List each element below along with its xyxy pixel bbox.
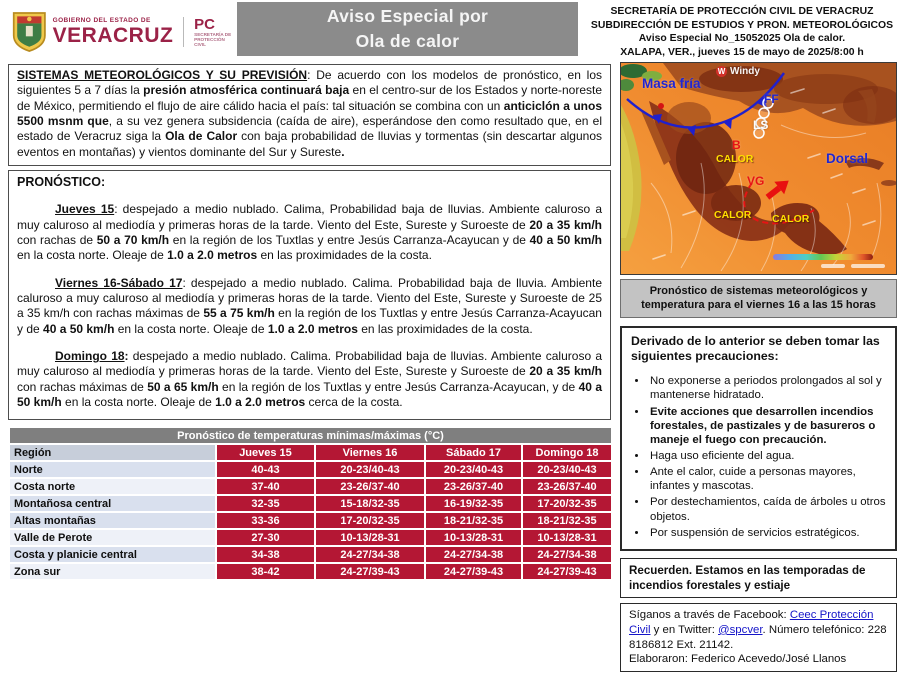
value-cell: 32-35 [216, 495, 315, 512]
text-segment: en la región de los Tuxtlas y entre Jesús Carranza-Acayucan y de [169, 232, 530, 247]
table-header-row [9, 444, 612, 461]
forecast-section [8, 170, 611, 420]
label-ff: FF [764, 92, 779, 106]
precaution-item: • Ante el calor, cuide a personas mayores, infantes y mascotas. [648, 465, 886, 493]
precaution-item: • Por suspensión de servicios estratégicos. [648, 526, 886, 540]
social-link[interactable]: Ceec Protección Civil [629, 608, 874, 636]
value-cell: 23-26/37-40 [522, 478, 612, 495]
windy-logo-text: Windy [730, 66, 760, 77]
precaution-item: • No exponerse a periodos prolongados al sol y mantenerse hidratado. [648, 374, 886, 402]
text-segment: , a su vez genera subsidencia (caída de aire), esperándose den como resultado que, en el estado de Veracruz siga la [17, 114, 602, 144]
text-segment: en la costa norte. Oleaje de [61, 395, 216, 410]
logo-divider [183, 17, 184, 47]
region-cell: Zona sur [9, 563, 216, 580]
value-cell: 18-21/32-35 [425, 512, 522, 529]
text-segment: 20 a 35 km/h [529, 364, 602, 379]
precaution-item: • Por destechamientos, caída de árboles u otros objetos. [648, 495, 886, 523]
value-cell: 24-27/34-38 [315, 546, 425, 563]
label-calor-2: CALOR [714, 209, 752, 221]
text-segment: con rachas máximas de [17, 379, 148, 394]
value-cell: 16-19/32-35 [425, 495, 522, 512]
text-segment: presión atmosférica continuará baja [143, 83, 350, 98]
region-cell: Costa y planicie central [9, 546, 216, 563]
text-segment: 1.0 a 2.0 metros [267, 321, 358, 336]
table-row [9, 563, 612, 580]
text-segment: SISTEMAS METEOROLÓGICOS Y SU PREVISIÓN [17, 68, 308, 82]
value-cell: 10-13/28-31 [425, 529, 522, 546]
header-line: SECRETARÍA DE PROTECCIÓN CIVIL DE VERACRUZ [610, 6, 874, 17]
value-cell: 24-27/34-38 [425, 546, 522, 563]
value-cell: 15-18/32-35 [315, 495, 425, 512]
text-segment: 1.0 a 2.0 metros [215, 395, 306, 410]
text-segment: en la región de los Tuxtlas y entre Jesús Carranza-Acayucan y de [17, 306, 602, 336]
systems-section [8, 64, 611, 166]
text-segment: 50 a 65 km/h [147, 379, 219, 394]
value-cell: 20-23/40-43 [425, 461, 522, 478]
value-cell: 33-36 [216, 512, 315, 529]
veracruz-coat-of-arms-icon [12, 8, 47, 56]
region-cell: Costa norte [9, 478, 216, 495]
precautions-list [631, 374, 886, 540]
map-caption: Pronóstico de sistemas meteorológicos y temperatura para el viernes 16 a las 15 horas [620, 279, 897, 318]
social-link[interactable]: @spcver [718, 623, 763, 636]
text-segment: con baja probabilidad de lluvias y tormentas (sin descartar algunos eventos en montañas) y vientos dominante del Sur y Sureste [17, 129, 602, 159]
text-segment: despejado a medio nublado. Calima. Probabilidad baja de lluvias. Ambiente caluroso a muy caluroso al mediodía y primeras horas de la tarde. Viento del Este, Sureste y Suroeste de [17, 349, 602, 379]
text-segment: . [341, 144, 345, 159]
text-segment: Viernes 16-Sábado 17 [55, 275, 183, 290]
table-title-row [9, 427, 612, 444]
column-header-day: Jueves 15 [216, 444, 315, 461]
column-header-day: Viernes 16 [315, 444, 425, 461]
text-segment: en la costa norte. Oleaje de [114, 321, 268, 336]
forecast-sunday [17, 349, 602, 410]
text-segment: Jueves 15 [55, 202, 115, 217]
text-segment: Ola de Calor [165, 129, 238, 144]
value-cell: 37-40 [216, 478, 315, 495]
label-ls: LS [753, 118, 769, 132]
forecast-thursday [17, 202, 602, 263]
label-baja-pressure: B [732, 138, 741, 152]
text-segment: en el centro-sur de los Estados y norte-noreste de México, permitiendo el flujo de aire cálido hacia el país: tal situación se combina con un [17, 83, 603, 113]
value-cell: 38-42 [216, 563, 315, 580]
precaution-item: • Evite acciones que desarrollen incendios forestales, de pastizales y de basureros o maneje el fuego con precaución. [648, 405, 886, 447]
text-segment: : [124, 349, 129, 364]
value-cell: 23-26/37-40 [315, 478, 425, 495]
contact-text [629, 609, 887, 651]
label-masa-fria: Masa fría [642, 76, 701, 91]
label-calor-1: CALOR [716, 153, 754, 165]
value-cell: 34-38 [216, 546, 315, 563]
text-segment: : despejado a medio nublado. Calima, Probabilidad baja de lluvias. Ambiente caluroso a muy caluroso al mediodía y primeras horas de la tarde. Viento del Este, Sureste y Suroeste de [17, 202, 603, 232]
value-cell: 24-27/39-43 [425, 563, 522, 580]
banner-line-2: Ola de calor [355, 31, 460, 51]
label-dorsal: Dorsal [826, 151, 869, 166]
value-cell: 20-23/40-43 [522, 461, 612, 478]
map-annotations [621, 63, 896, 274]
table-row [9, 546, 612, 563]
text-segment: : De acuerdo con los modelos de pronóstico, en los siguientes 5 a 7 días la [17, 68, 602, 98]
forecast-title: PRONÓSTICO: [17, 175, 106, 190]
text-segment: 1.0 a 2.0 metros [167, 248, 258, 263]
systems-paragraph [17, 68, 602, 159]
text-segment: 20 a 35 km/h [529, 217, 602, 232]
org-header [588, 5, 896, 59]
value-cell: 10-13/28-31 [522, 529, 612, 546]
left-column [8, 64, 611, 581]
contact-box [620, 603, 897, 672]
header-line: Aviso Especial No_15052025 Ola de calor. [638, 33, 846, 45]
column-header-region: Región [9, 444, 216, 461]
value-cell: 23-26/37-40 [425, 478, 522, 495]
value-cell: 24-27/34-38 [522, 546, 612, 563]
table-row [9, 478, 612, 495]
text-segment: 50 a 70 km/h [96, 232, 170, 247]
column-header-day: Domingo 18 [522, 444, 612, 461]
text-segment: cerca de la costa. [305, 395, 403, 410]
label-calor-3: CALOR [772, 213, 810, 225]
temperature-table [8, 426, 613, 581]
text-segment: y en Twitter: [650, 623, 719, 636]
right-column [620, 62, 897, 672]
header-line: XALAPA, VER., jueves 15 de mayo de 2025/8:00 h [620, 46, 864, 58]
windy-logo-icon: W [717, 67, 726, 76]
value-cell: 24-27/39-43 [522, 563, 612, 580]
forecast-friday-saturday [17, 276, 602, 337]
value-cell: 17-20/32-35 [315, 512, 425, 529]
label-vg: VG [747, 174, 765, 188]
veracruz-logo [12, 6, 232, 58]
value-cell: 10-13/28-31 [315, 529, 425, 546]
text-segment: con rachas de [17, 232, 97, 247]
precaution-item: • Haga uso eficiente del agua. [648, 449, 886, 463]
text-segment: anticiclón a unos 5500 msnm que [17, 98, 602, 129]
banner-line-1: Aviso Especial por [326, 5, 489, 26]
text-segment: en las proximidades de la costa. [357, 321, 533, 336]
pc-sub2: PROTECCIÓN CIVIL [194, 37, 225, 47]
text-segment: en la región de los Tuxtlas y entre Jesús Carranza-Acayucan, y de [218, 379, 579, 394]
table-row [9, 461, 612, 478]
region-cell: Altas montañas [9, 512, 216, 529]
value-cell: 18-21/32-35 [522, 512, 612, 529]
precautions-title: Derivado de lo anterior se deben tomar las siguientes precauciones: [631, 333, 880, 363]
pc-logo: PC [194, 15, 216, 33]
table-row [9, 495, 612, 512]
text-segment: 40 a 50 km/h [529, 232, 603, 247]
reminder-box: Recuerden. Estamos en las temporadas de incendios forestales y estiaje [620, 558, 897, 598]
text-segment: : despejado a medio nublado. Calima. Probabilidad baja de lluvia. Ambiente caluroso a muy caluroso al mediodía y primeras horas de la tarde. Viento del Este, Sureste y Suroeste de 25 a 35 km/h con rachas máximas de [17, 275, 602, 321]
title-banner [237, 2, 578, 56]
value-cell: 24-27/39-43 [315, 563, 425, 580]
weather-map [620, 62, 897, 275]
table-row [9, 529, 612, 546]
text-segment: Síganos a través de Facebook: [629, 608, 790, 621]
gov-label: GOBIERNO DEL ESTADO DE [52, 16, 151, 24]
text-segment: en las proximidades de la costa. [257, 248, 432, 263]
value-cell: 17-20/32-35 [522, 495, 612, 512]
region-cell: Norte [9, 461, 216, 478]
column-header-day: Sábado 17 [425, 444, 522, 461]
table-row [9, 512, 612, 529]
text-segment: en la costa norte. Oleaje de [17, 248, 168, 263]
pc-sub1: SECRETARÍA DE [194, 31, 232, 37]
table-title: Pronóstico de temperaturas mínimas/máximas (°C) [9, 427, 612, 444]
authors-line: Elaboraron: Federico Acevedo/José Llanos [629, 653, 847, 666]
header-line: SUBDIRECCIÓN DE ESTUDIOS Y PRON. METEOROLÓGICOS [590, 19, 894, 31]
text-segment: . Número telefónico: 228 8186812 Ext. 21142. [629, 623, 887, 651]
text-segment: Domingo 18 [55, 349, 125, 364]
text-segment: 55 a 75 km/h [203, 306, 275, 321]
precautions-section [620, 326, 897, 551]
value-cell: 27-30 [216, 529, 315, 546]
region-cell: Montañosa central [9, 495, 216, 512]
text-segment: 40 a 50 km/h [17, 379, 602, 410]
gov-name: VERACRUZ [52, 24, 174, 48]
region-cell: Valle de Perote [9, 529, 216, 546]
value-cell: 20-23/40-43 [315, 461, 425, 478]
value-cell: 40-43 [216, 461, 315, 478]
text-segment: 40 a 50 km/h [43, 321, 115, 336]
